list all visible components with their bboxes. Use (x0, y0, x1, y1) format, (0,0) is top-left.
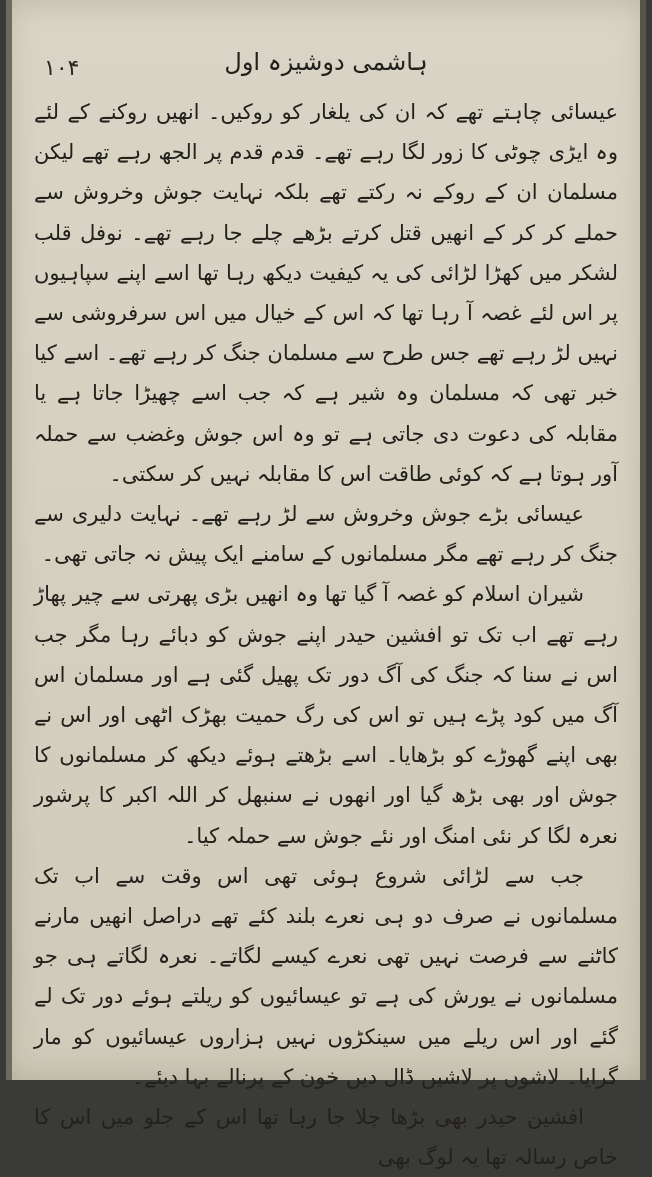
paragraph-3: شیران اسلام کو غصہ آ گیا تھا وہ انھیں بڑی پھرتی سے چیر پھاڑ رہے تھے اب تک تو افشین حیدر اپنے جوش کو دبائے رہا مگر جب اس نے سنا کہ جنگ کی آگ دور تک پھیل گئی ہے اور مسلمان اس آگ میں کود پڑے ہیں تو اس کی رگ حمیت بھڑک اٹھی اور اس نے بھی اپنے گھوڑے کو بڑھایا۔ اسے بڑھتے ہوئے دیکھ کر مسلمانوں کا جوش اور بھی بڑھ گیا اور انھوں نے سنبھل کر اللہ اکبر کا پرشور نعرہ لگا کر نئی امنگ اور نئے جوش سے حملہ کیا۔ (34, 582, 618, 848)
page-body (34, 92, 618, 1177)
paragraph-5: افشین حیدر بھی بڑھا چلا جا رہا تھا اس کے جلو میں اس کا خاص رسالہ تھا یہ لوگ بھی (34, 1105, 618, 1170)
paragraph-4: جب سے لڑائی شروع ہوئی تھی اس وقت سے اب تک مسلمانوں نے صرف دو ہی نعرے بلند کئے تھے دراصل انھیں مارنے کاٹنے سے فرصت نہیں تھی نعرے کیسے لگاتے۔ نعرہ لگاتے ہی جو مسلمانوں نے یورش کی ہے تو عیسائیوں کو ریلتے ہوئے دور تک لے گئے اور اس ریلے میں سینکڑوں نہیں ہزاروں عیسائیوں کو مار گرایا۔ لاشوں پر لاشیں ڈال دیں خون کے پرنالے بہا دیئے۔ (34, 863, 618, 1089)
page-edge-left (6, 0, 12, 1080)
paragraph-1: عیسائی چاہتے تھے کہ ان کی یلغار کو روکیں۔ انھیں روکنے کے لئے وہ ایڑی چوٹی کا زور لگا رہے تھے۔ قدم قدم پر الجھ رہے تھے لیکن مسلمان ان کے روکے نہ رکتے تھے بلکہ نہایت جوش وخروش سے حملے کر کر کے انھیں قتل کرتے بڑھے چلے جا رہے تھے۔ نوفل قلب لشکر میں کھڑا لڑائی کی یہ کیفیت دیکھ رہا تھا اسے اپنے سپاہیوں پر اس لئے غصہ آ رہا تھا کہ اس کے خیال میں اس سرفروشی سے نہیں لڑ رہے تھے جس طرح سے مسلمان جنگ کر رہے تھے۔ اسے کیا خبر تھی کہ مسلمان وہ شیر ہے کہ جب اسے چھیڑا جاتا ہے یا مقابلہ کی دعوت دی جاتی ہے تو وہ اس جوش وغضب سے حملہ آور ہوتا ہے کہ کوئی طاقت اس کا مقابلہ نہیں کر سکتی۔ (34, 100, 618, 486)
paragraph-2: عیسائی بڑے جوش وخروش سے لڑ رہے تھے۔ نہایت دلیری سے جنگ کر رہے تھے مگر مسلمانوں کے سامنے ایک پیش نہ جاتی تھی۔ (34, 502, 618, 567)
page-edge-right (640, 0, 646, 1080)
page-number: ١٠۴ (44, 56, 80, 81)
book-page (6, 0, 646, 1170)
running-title: ہاشمی دوشیزہ اول (224, 48, 428, 76)
page-header (34, 48, 618, 92)
